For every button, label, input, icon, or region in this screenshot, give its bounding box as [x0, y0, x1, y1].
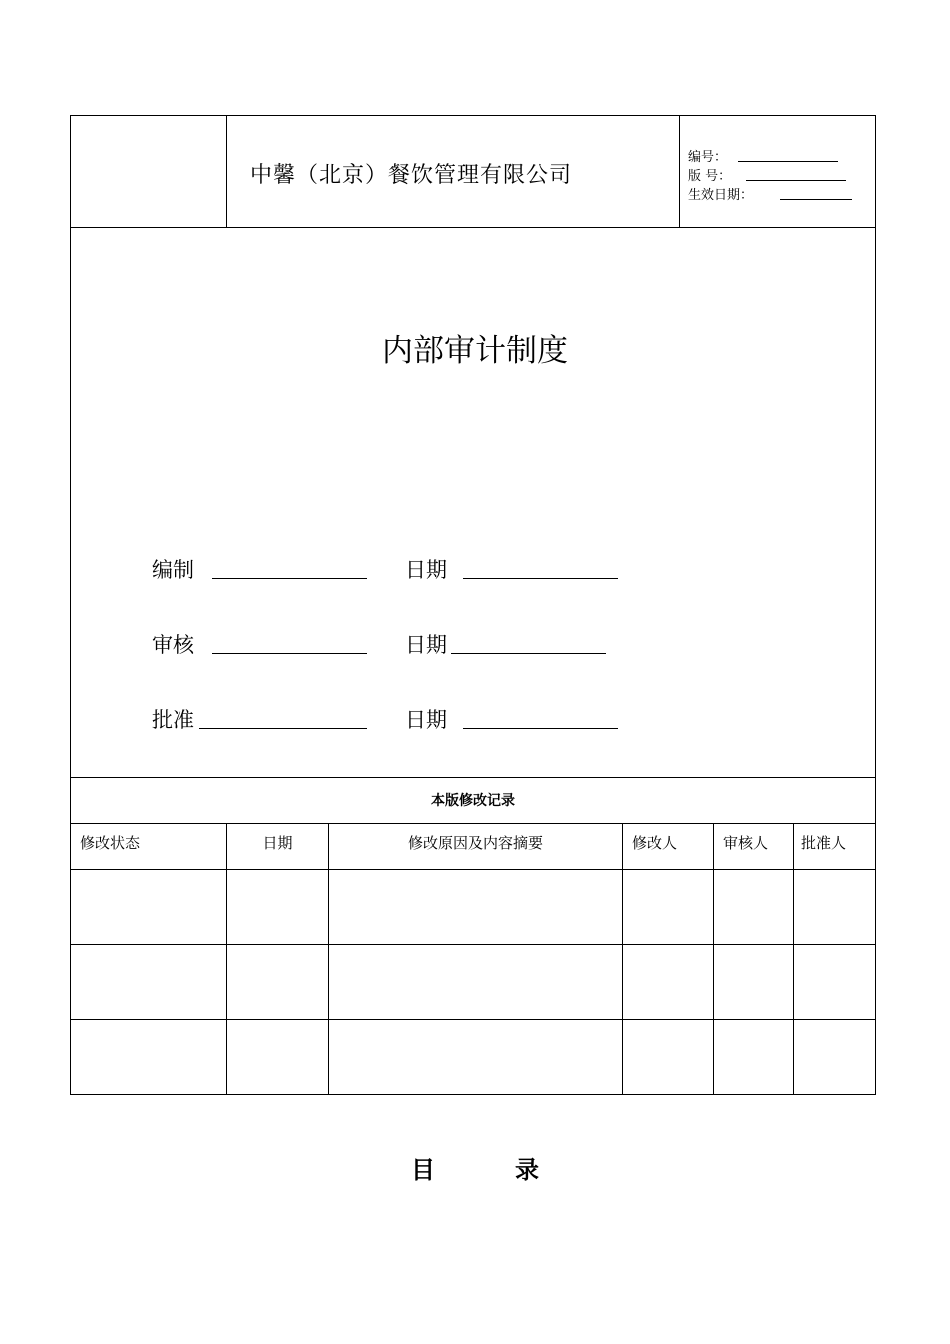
- approved-label: 批准: [152, 708, 194, 732]
- document-title: 内部审计制度: [382, 333, 568, 369]
- compiled-date-label: 日期: [405, 558, 447, 582]
- col-header-date: 日期: [262, 834, 293, 852]
- approved-date-label: 日期: [405, 708, 447, 732]
- reviewed-date-label: 日期: [405, 633, 447, 657]
- table-row[interactable]: [71, 945, 875, 1019]
- approved-field[interactable]: [199, 728, 367, 729]
- effective-date-label: 生效日期：: [688, 188, 754, 203]
- version-label: 版 号：: [688, 169, 732, 184]
- effective-date-field[interactable]: [780, 199, 852, 200]
- version-field[interactable]: [746, 180, 846, 181]
- table-row[interactable]: [71, 870, 875, 944]
- revision-header-top-line: [70, 823, 876, 824]
- table-row[interactable]: [71, 1020, 875, 1094]
- col-header-approver: 批准人: [801, 834, 847, 852]
- reviewed-date-field[interactable]: [451, 653, 606, 654]
- compiled-field[interactable]: [212, 578, 367, 579]
- header-divider-left: [226, 115, 227, 228]
- compiled-label: 编制: [152, 558, 194, 582]
- doc-number-label: 编号：: [688, 150, 728, 165]
- reviewed-field[interactable]: [212, 653, 367, 654]
- col-header-status: 修改状态: [80, 834, 141, 852]
- col-header-modifier: 修改人: [632, 834, 678, 852]
- col-header-reviewer: 审核人: [723, 834, 769, 852]
- revision-table-title: 本版修改记录: [431, 793, 515, 809]
- doc-number-field[interactable]: [738, 161, 838, 162]
- toc-title: 目录: [411, 1156, 619, 1184]
- title-block: [70, 227, 876, 778]
- reviewed-label: 审核: [152, 633, 194, 657]
- company-name: 中馨（北京）餐饮管理有限公司: [250, 163, 573, 188]
- approved-date-field[interactable]: [463, 728, 618, 729]
- compiled-date-field[interactable]: [463, 578, 618, 579]
- col-header-reason: 修改原因及内容摘要: [407, 834, 543, 852]
- header-divider-right: [679, 115, 680, 228]
